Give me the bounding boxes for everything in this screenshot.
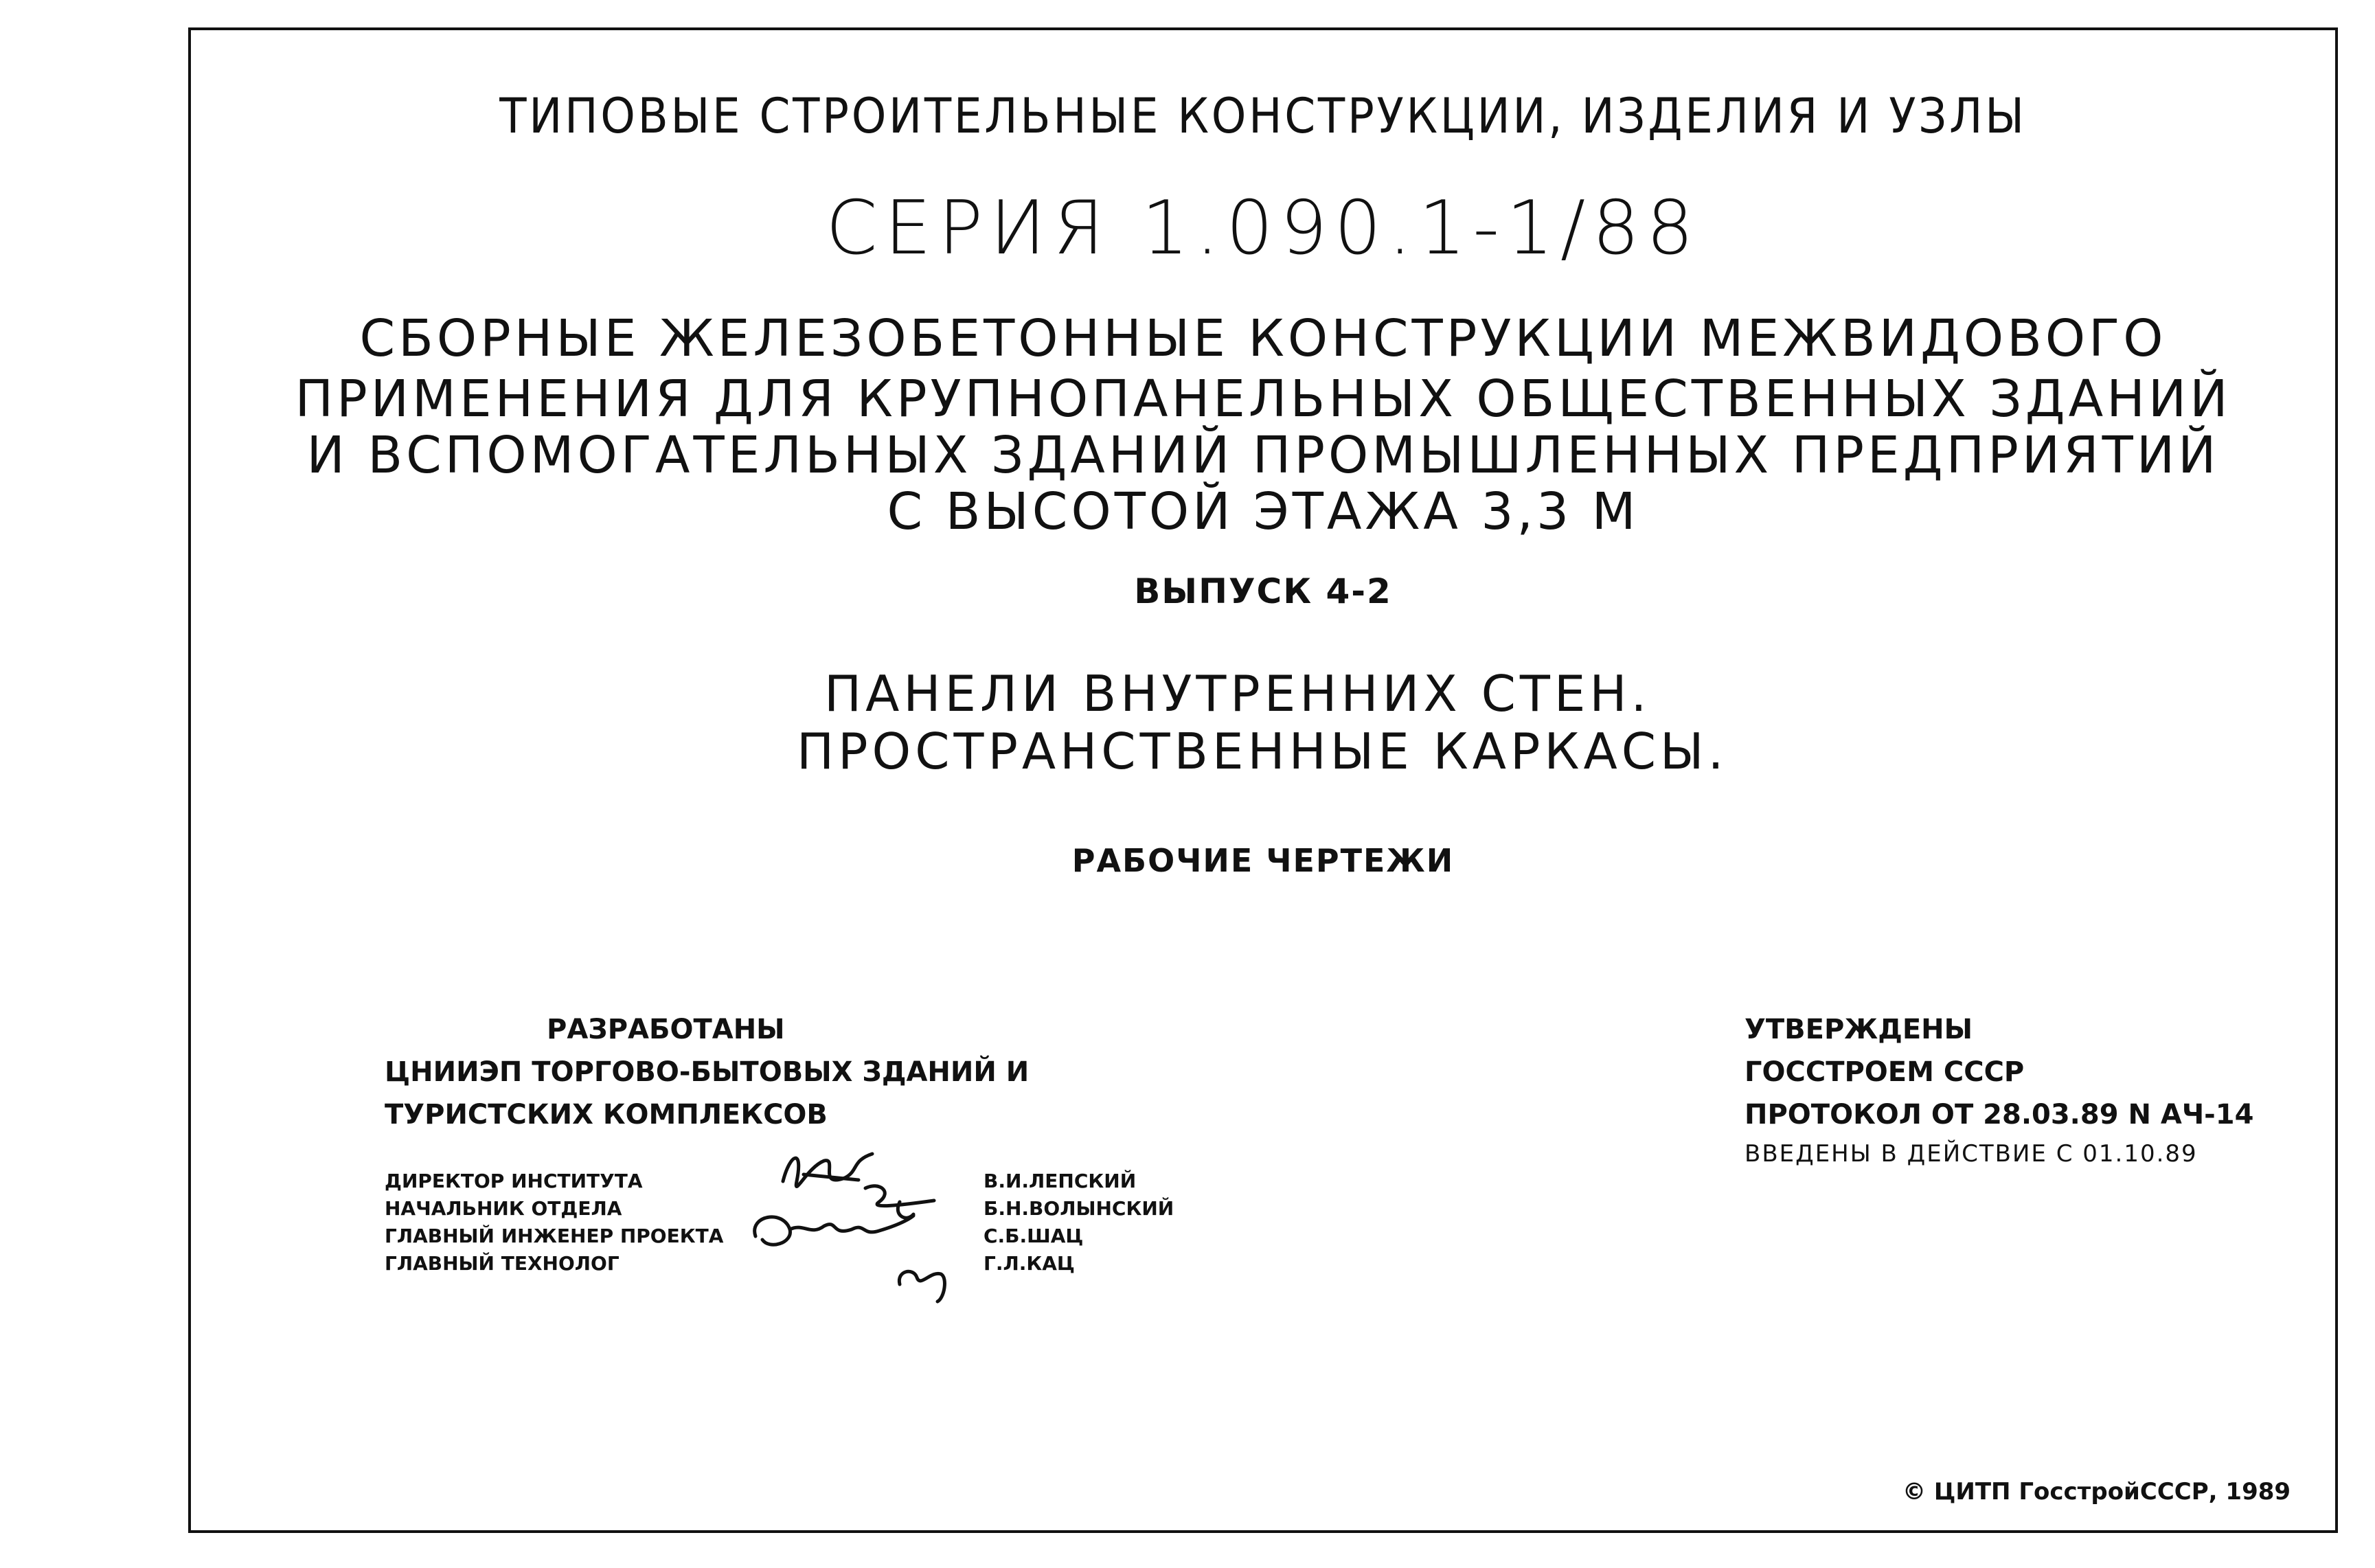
part-title-line: ПРОСТРАНСТВЕННЫЕ КАРКАСЫ.: [797, 723, 1728, 780]
staff-role: ДИРЕКТОР ИНСТИТУТА: [385, 1170, 643, 1192]
document-header: ТИПОВЫЕ СТРОИТЕЛЬНЫЕ КОНСТРУКЦИИ, ИЗДЕЛИЯ И УЗЛЫ: [499, 88, 2027, 144]
staff-name: С.Б.ШАЦ: [984, 1225, 1084, 1247]
effective-date: ВВЕДЕНЫ В ДЕЙСТВИЕ С 01.10.89: [1745, 1140, 2198, 1168]
copyright-notice: © ЦИТП ГосстройСССР, 1989: [1902, 1478, 2291, 1505]
developer-title: РАЗРАБОТАНЫ: [547, 1014, 785, 1045]
staff-role: НАЧАЛЬНИК ОТДЕЛА: [385, 1197, 622, 1220]
subject-line: ПРИМЕНЕНИЯ ДЛЯ КРУПНОПАНЕЛЬНЫХ ОБЩЕСТВЕННЫХ ЗДАНИЙ: [295, 370, 2231, 429]
staff-name: В.И.ЛЕПСКИЙ: [984, 1170, 1137, 1192]
developer-org-line: ТУРИСТСКИХ КОМПЛЕКСОВ: [385, 1099, 828, 1130]
staff-role: ГЛАВНЫЙ ТЕХНОЛОГ: [385, 1252, 620, 1275]
staff-name: Б.Н.ВОЛЫНСКИЙ: [984, 1197, 1174, 1220]
approval-protocol: ПРОТОКОЛ ОТ 28.03.89 N АЧ-14: [1745, 1099, 2254, 1130]
handwritten-signatures: [742, 1140, 989, 1305]
staff-name: Г.Л.КАЦ: [984, 1252, 1075, 1275]
staff-role: ГЛАВНЫЙ ИНЖЕНЕР ПРОЕКТА: [385, 1225, 724, 1247]
document-type: РАБОЧИЕ ЧЕРТЕЖИ: [1071, 842, 1455, 879]
approval-title: УТВЕРЖДЕНЫ: [1745, 1014, 1973, 1045]
staff-names: [984, 1168, 1174, 1277]
subject-line: С ВЫСОТОЙ ЭТАЖА 3,3 М: [887, 482, 1639, 541]
developer-org-line: ЦНИИЭП ТОРГОВО-БЫТОВЫХ ЗДАНИЙ И: [385, 1056, 1030, 1088]
approval-org: ГОССТРОЕМ СССР: [1745, 1056, 2025, 1088]
part-title-line: ПАНЕЛИ ВНУТРЕННИХ СТЕН.: [824, 665, 1651, 723]
series-title: СЕРИЯ 1.090.1-1/88: [826, 185, 1701, 271]
subject-line: И ВСПОМОГАТЕЛЬНЫХ ЗДАНИЙ ПРОМЫШЛЕННЫХ ПРЕДПРИЯТИЙ: [306, 426, 2220, 485]
issue-number: ВЫПУСК 4-2: [1134, 571, 1392, 611]
staff-roles: [385, 1168, 723, 1277]
subject-line: СБОРНЫЕ ЖЕЛЕЗОБЕТОННЫЕ КОНСТРУКЦИИ МЕЖВИДОВОГО: [359, 309, 2167, 368]
